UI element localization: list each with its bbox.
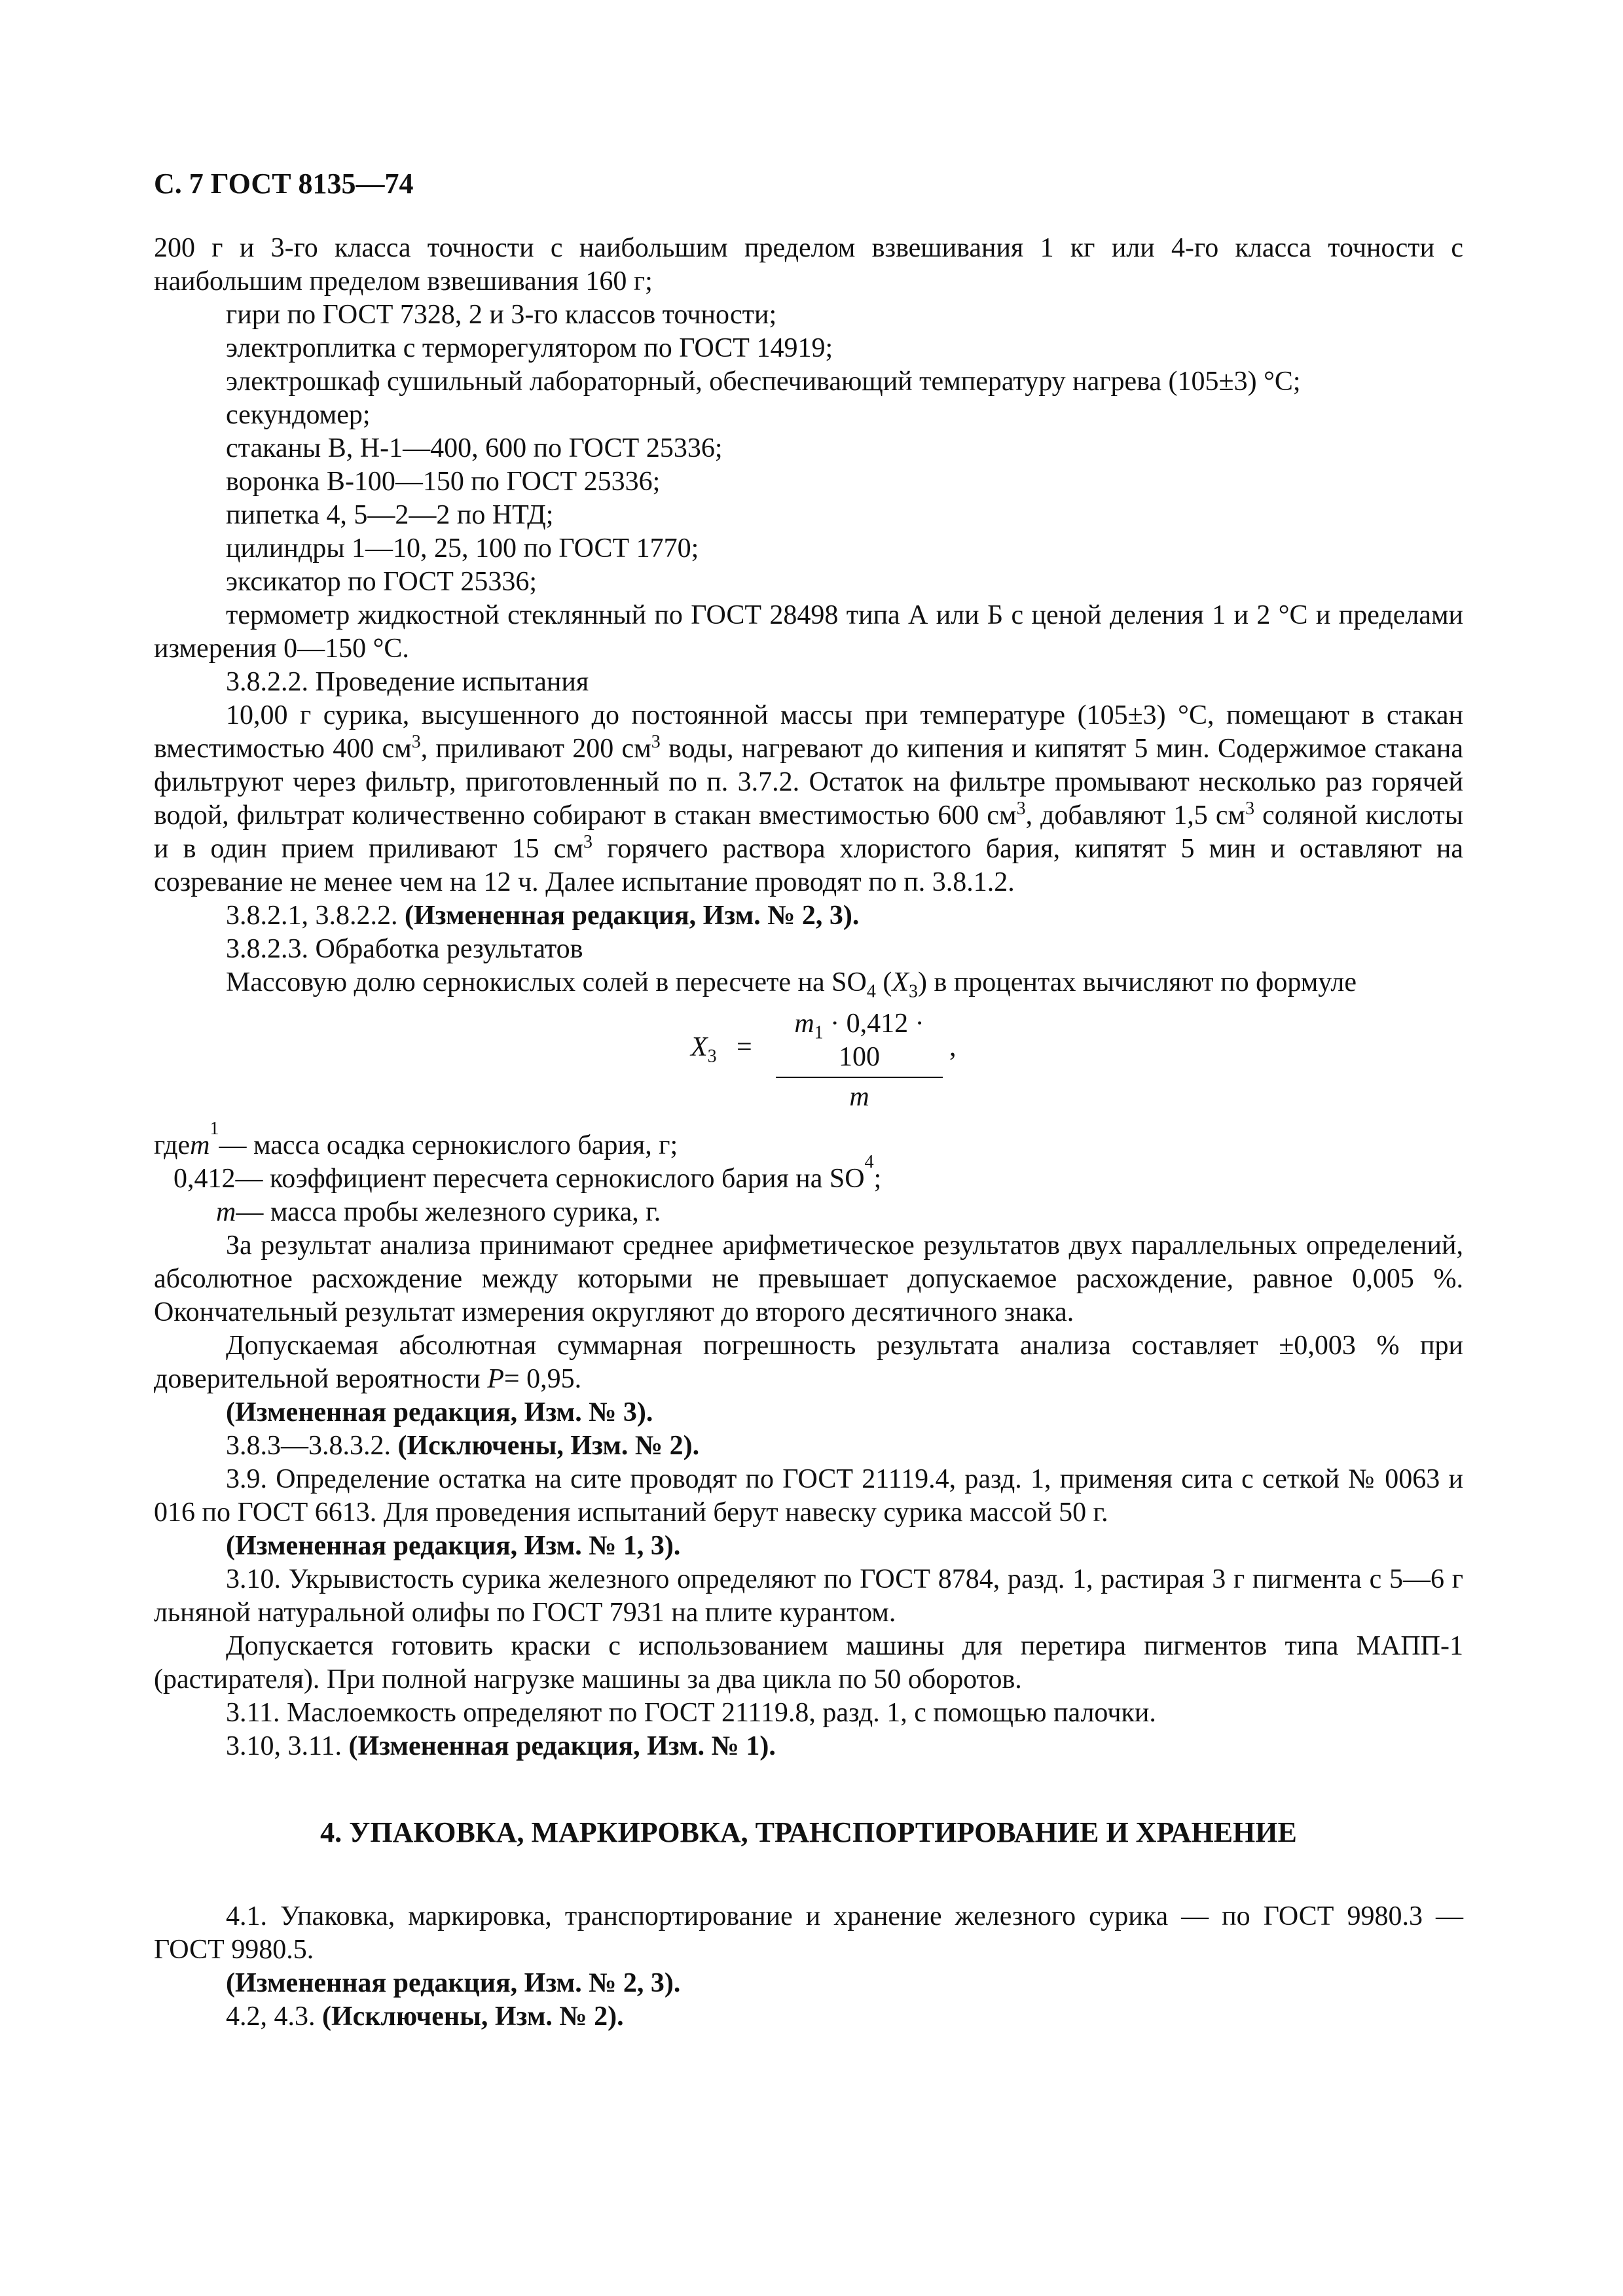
section-3823-intro: Массовую долю сернокислых солей в пересчете на $SO_4$ $(X_3)$ в процентах вычисляют по формуле (226, 967, 1357, 1002)
formula-lhs: $X_3$ (691, 1032, 717, 1067)
amendment-note: 4.2, 4.3. (Исключены, Изм. № 2). (226, 2001, 624, 2032)
result-paragraph: За результат анализа принимают среднее арифметическое результатов двух параллельных определений, абсолютное расхождение между которыми не превышает допускаемое расхождение, равное 0,005 %. Окончательный результат измерения округляют до второго десятичного знака. (154, 1230, 1463, 1327)
amendment-note: 3.8.2.1, 3.8.2.2. (Измененная редакция, Изм. № 2, 3). (226, 901, 860, 931)
equipment-line-5: секундомер; (226, 400, 371, 430)
equipment-line-6: стаканы В, Н-1—400, 600 по ГОСТ 25336; (226, 433, 723, 463)
amendment-note: 3.8.3—3.8.3.2. (Исключены, Изм. № 2). (226, 1431, 700, 1461)
section-3823-title: 3.8.2.3. Обработка результатов (226, 934, 583, 964)
equipment-line-8: пипетка 4, 5—2—2 по НТД; (226, 500, 554, 530)
amendment-note: 3.10, 3.11. (Измененная редакция, Изм. № 1). (226, 1731, 776, 1761)
equipment-line-11: термометр жидкостной стеклянный по ГОСТ 28498 типа А или Б с ценой деления 1 и 2 °С и пределами измерения 0—150 °С. (154, 600, 1463, 664)
section-41: 4.1. Упаковка, маркировка, транспортирование и хранение железного сурика — по ГОСТ 9980.3 — ГОСТ 9980.5. (154, 1901, 1463, 1965)
formula-x3 (154, 999, 1463, 1112)
equipment-line-3: электроплитка с терморегулятором по ГОСТ 14919; (226, 333, 833, 363)
equipment-line-2: гири по ГОСТ 7328, 2 и 3-го классов точности; (226, 300, 777, 330)
formula-legend (154, 1119, 1463, 1229)
equipment-line-4: электрошкаф сушильный лабораторный, обеспечивающий температуру нагрева (105±3) °С; (226, 367, 1301, 397)
amendment-note: (Измененная редакция, Изм. № 1, 3). (226, 1531, 681, 1561)
section-4-title: 4. УПАКОВКА, МАРКИРОВКА, ТРАНСПОРТИРОВАНИЕ И ХРАНЕНИЕ (320, 1816, 1297, 1848)
amendment-note: (Измененная редакция, Изм. № 2, 3). (226, 1968, 681, 1998)
page-header: С. 7 ГОСТ 8135—74 (154, 168, 414, 200)
error-paragraph: Допускаемая абсолютная суммарная погрешность результата анализа составляет ±0,003 % при доверительной вероятности P= 0,95. (154, 1331, 1463, 1394)
section-311: 3.11. Маслоемкость определяют по ГОСТ 21119.8, разд. 1, с помощью палочки. (226, 1698, 1156, 1728)
section-39: 3.9. Определение остатка на сите проводят по ГОСТ 21119.4, разд. 1, применяя сита с сеткой № 0063 и 016 по ГОСТ 6613. Для проведения испытаний берут навеску сурика массой 50 г. (154, 1464, 1463, 1528)
formula-equals: = (737, 1032, 752, 1062)
section-3822-body: 10,00 г сурика, высушенного до постоянной массы при температуре (105±3) °С, помещают в стакан вместимостью 400 $см^3$, приливают 200 $см^3$ воды, нагревают до кипения и кипятят 5 мин. Содержимое стакана фильтруют через фильтр, приготовленный по п. 3.7.2. Остаток на фильтре промывают несколько раз горячей водой, фильтрат количественно собирают в стакан вместимостью 600 $см^3$, добавляют 1,5 $см^3$ соляной кислоты и в один прием приливают 15 $см^3$ горячего раствора хлористого бария, кипятят 5 мин и оставляют на созревание не менее чем на 12 ч. Далее испытание проводят по п. 3.8.1.2. (154, 700, 1463, 897)
equipment-line-1: 200 г и 3-го класса точности с наибольшим пределом взвешивания 1 кг или 4-го класса точности с наибольшим пределом взвешивания 160 г; (154, 233, 1463, 296)
formula-fraction (776, 1007, 943, 1114)
amendment-note: (Измененная редакция, Изм. № 3). (226, 1397, 653, 1427)
formula-comma: , (949, 1032, 957, 1062)
formula-numerator: $m_1 \cdot 0,412 \cdot 100$ (776, 1007, 943, 1078)
equipment-line-10: эксикатор по ГОСТ 25336; (226, 567, 538, 597)
legend-row-m: m — масса пробы железного сурика, г. (216, 1197, 661, 1227)
legend-row-k: 0,412 — коэффициент пересчета сернокислого бария на SO 4 ; (173, 1152, 882, 1194)
formula-denominator: m (849, 1082, 869, 1112)
section-3822-title: 3.8.2.2. Проведение испытания (226, 667, 589, 697)
section-310-note: Допускается готовить краски с использованием машины для перетира пигментов типа МАПП-1 (растирателя). При полной нагрузке машины за два цикла по 50 оборотов. (154, 1631, 1463, 1695)
legend-row-m1: где m 1 — масса осадка сернокислого бария, г; (154, 1119, 678, 1160)
equipment-line-9: цилиндры 1—10, 25, 100 по ГОСТ 1770; (226, 533, 699, 564)
document-page (154, 167, 1463, 2034)
section-310: 3.10. Укрывистость сурика железного определяют по ГОСТ 8784, разд. 1, растирая 3 г пигмента с 5—6 г льняной натуральной олифы по ГОСТ 7931 на плите курантом. (154, 1564, 1463, 1628)
equipment-line-7: воронка В-100—150 по ГОСТ 25336; (226, 467, 661, 497)
